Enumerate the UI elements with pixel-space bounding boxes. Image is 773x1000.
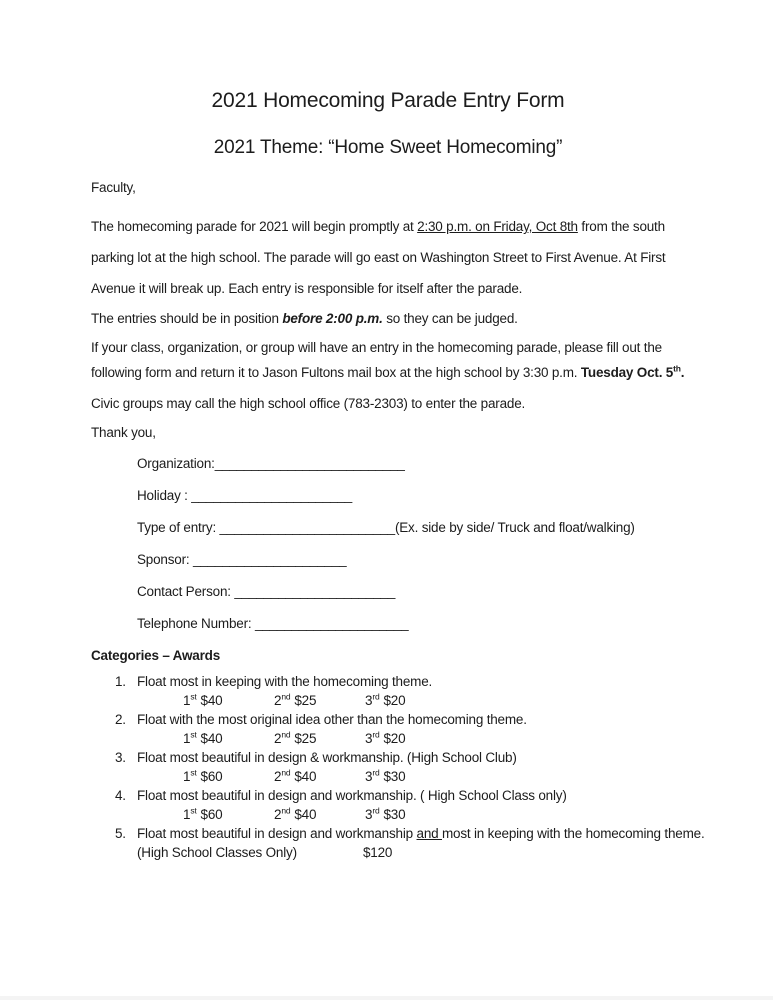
award-text: Float with the most original idea other than the homecoming theme. — [137, 712, 527, 727]
prize-row — [115, 767, 713, 786]
text-segment: so they can be judged. — [382, 311, 518, 326]
field-label: Contact Person: — [137, 584, 235, 599]
prize-amount: $40 — [294, 769, 317, 784]
ordinal-superscript: st — [190, 729, 197, 740]
paragraph-line: If your class, organization, or group will have an entry in the homecoming parade, please fill out the — [91, 340, 662, 355]
prize-row — [115, 729, 713, 748]
prize-second: 2nd $25 — [274, 691, 317, 708]
field-label: Sponsor: — [137, 552, 193, 567]
prize-second: 2nd $40 — [274, 805, 317, 822]
categories-awards-heading: Categories – Awards — [91, 648, 221, 663]
prize-first: 1st $60 — [183, 767, 223, 784]
ordinal-superscript: rd — [372, 691, 380, 702]
field-label: Organization: — [137, 456, 215, 471]
text-segment: following form and return it to Jason Fultons mail box at the high school by 3:30 p.m. — [91, 365, 581, 380]
ordinal-superscript: nd — [281, 805, 291, 816]
form-field-contact-person — [137, 579, 713, 604]
underlined-and: and — [416, 826, 442, 841]
text-segment: The homecoming parade for 2021 will begin promptly at — [91, 219, 418, 234]
award-item-3 — [115, 748, 713, 786]
form-fields — [137, 451, 713, 636]
prize-amount: $20 — [383, 731, 406, 746]
page-subtitle: 2021 Theme: “Home Sweet Homecoming” — [213, 137, 563, 158]
prize-first: 1st $40 — [183, 691, 223, 708]
form-field-organization — [137, 451, 713, 476]
blank-line: _____________________ — [254, 616, 409, 631]
ordinal-superscript: rd — [372, 729, 380, 740]
prize-amount: $30 — [383, 807, 406, 822]
list-number: 1. — [115, 674, 126, 689]
ordinal-superscript: st — [190, 767, 197, 778]
prize-second: 2nd $40 — [274, 767, 317, 784]
prize-amount: $25 — [294, 693, 317, 708]
paragraph-line: parking lot at the high school. The parade will go east on Washington Street to First Avenue. At First — [91, 250, 666, 265]
field-label: Holiday : — [137, 488, 192, 503]
prize-first: 1st $40 — [183, 729, 223, 746]
award-item-5 — [115, 824, 713, 862]
closing-salutation: Thank you, — [91, 425, 156, 440]
field-suffix: (Ex. side by side/ Truck and float/walking) — [394, 520, 635, 535]
prize-amount: $60 — [200, 769, 223, 784]
prize-amount: $60 — [200, 807, 223, 822]
award-text: Float most beautiful in design and workmanship. ( High School Class only) — [137, 788, 567, 803]
award-item-2 — [115, 710, 713, 748]
bold-due-date: Tuesday Oct. 5th. — [580, 363, 685, 380]
prize-row — [115, 805, 713, 824]
emphasized-deadline: before 2:00 p.m. — [282, 311, 383, 326]
prize-amount: $25 — [294, 731, 317, 746]
prize-amount: $120 — [363, 845, 393, 860]
form-field-sponsor — [137, 547, 713, 572]
text-segment: from the south — [577, 219, 665, 234]
blank-line: ______________________ — [234, 584, 396, 599]
list-number: 2. — [115, 712, 126, 727]
award-text: Float most in keeping with the homecoming theme. — [137, 674, 433, 689]
blank-line: __________________________ — [214, 456, 405, 471]
underlined-date-time: 2:30 p.m. on Friday, Oct 8th — [417, 219, 578, 234]
prize-third: 3rd $20 — [365, 691, 406, 708]
award-item-4 — [115, 786, 713, 824]
text-segment: The entries should be in position — [91, 311, 283, 326]
form-field-telephone-number — [137, 611, 713, 636]
ordinal-superscript: st — [190, 805, 197, 816]
blank-line: _____________________ — [192, 552, 347, 567]
field-label: Type of entry: — [137, 520, 220, 535]
ordinal-superscript: nd — [281, 691, 291, 702]
award-5-second-line — [115, 843, 713, 862]
ordinal-superscript: nd — [281, 767, 291, 778]
intro-paragraph — [91, 211, 713, 304]
prize-amount: $20 — [383, 693, 406, 708]
page-title: 2021 Homecoming Parade Entry Form — [211, 89, 565, 112]
position-paragraph — [91, 306, 713, 331]
ordinal-superscript: nd — [281, 729, 291, 740]
awards-list — [91, 672, 713, 862]
award-text: Float most beautiful in design & workmanship. (High School Club) — [137, 750, 517, 765]
award-text: Float most beautiful in design and workmanship and most in keeping with the homecoming theme. — [137, 826, 705, 841]
return-form-paragraph — [91, 335, 713, 385]
prize-second: 2nd $25 — [274, 729, 317, 746]
form-field-type-of-entry — [137, 515, 713, 540]
prize-amount: $30 — [383, 769, 406, 784]
prize-third: 3rd $20 — [365, 729, 406, 746]
prize-third: 3rd $30 — [365, 767, 406, 784]
page-bottom-edge — [0, 996, 773, 1000]
field-label: Telephone Number: — [137, 616, 255, 631]
list-number: 5. — [115, 826, 126, 841]
award-5-qualifier: (High School Classes Only) — [137, 845, 297, 860]
prize-third: 3rd $30 — [365, 805, 406, 822]
award-item-1 — [115, 672, 713, 710]
ordinal-superscript: th — [673, 363, 681, 374]
paragraph-line — [91, 211, 713, 242]
form-field-holiday — [137, 483, 713, 508]
list-number: 4. — [115, 788, 126, 803]
prize-amount: $40 — [294, 807, 317, 822]
civic-groups-paragraph: Civic groups may call the high school office (783-2303) to enter the parade. — [91, 396, 526, 411]
blank-line: ______________________ — [191, 488, 353, 503]
list-number: 3. — [115, 750, 126, 765]
prize-amount: $40 — [200, 693, 223, 708]
blank-line: ________________________ — [219, 520, 395, 535]
ordinal-superscript: st — [190, 691, 197, 702]
salutation: Faculty, — [91, 180, 136, 195]
paragraph-line: Avenue it will break up. Each entry is responsible for itself after the parade. — [91, 281, 523, 296]
ordinal-superscript: rd — [372, 767, 380, 778]
ordinal-superscript: rd — [372, 805, 380, 816]
paragraph-line — [91, 360, 713, 385]
prize-amount: $40 — [200, 731, 223, 746]
prize-row — [115, 691, 713, 710]
prize-first: 1st $60 — [183, 805, 223, 822]
